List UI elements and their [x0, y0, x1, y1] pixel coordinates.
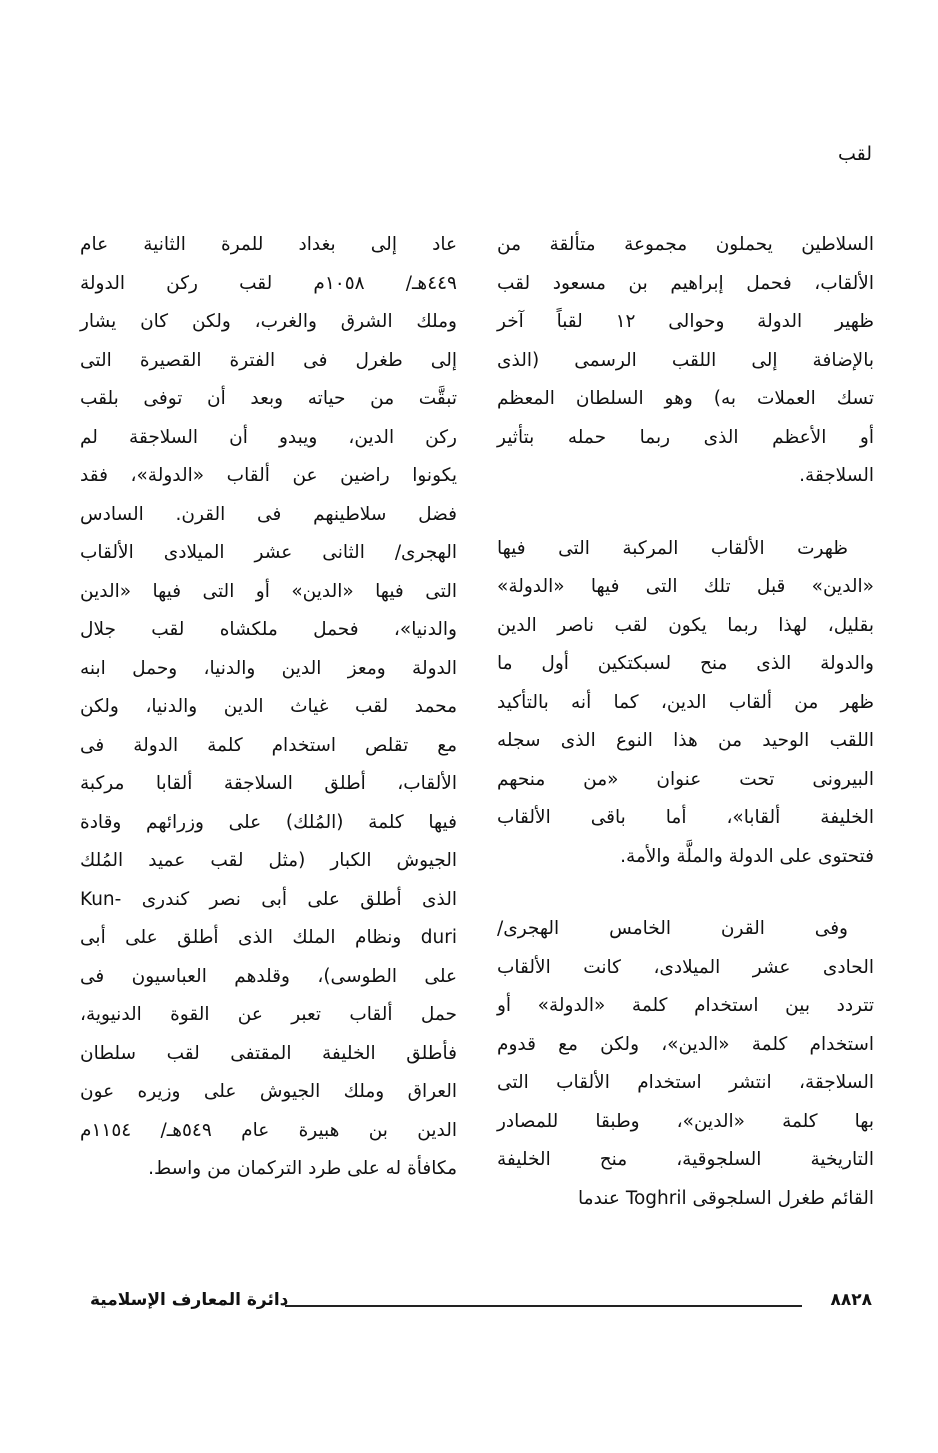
text-line: السلاجقة.: [799, 465, 874, 486]
text-line: الخليفة ألقابا»، أما باقى الألقاب: [497, 807, 874, 828]
right-column: [497, 226, 874, 1218]
text-line: الألقاب، فحمل إبراهيم بن مسعود لقب: [497, 272, 874, 294]
text-line: بقليل، لهذا ربما يكون لقب ناصر الدين: [497, 614, 874, 636]
text-line: حمل ألقاب تعبر عن القوة الدنيوية،: [80, 1004, 457, 1025]
text-line: تتردد بين استخدام كلمة «الدولة» أو: [497, 995, 874, 1016]
text-line: يكونوا راضين عن ألقاب «الدولة»، فقد: [80, 465, 457, 486]
text-line: السلاطين يحملون مجموعة متألقة من: [497, 234, 874, 255]
paragraph-gap: [497, 496, 874, 530]
text-line: duri ونظام الملك الذى أطلق على أبى: [80, 927, 457, 948]
text-line: إلى طغرل فى الفترة القصيرة التى: [80, 349, 457, 371]
text-line: الحادى عشر الميلادى، كانت الألقاب: [497, 956, 874, 978]
text-line: بها كلمة «الدين»، وطبقا للمصادر: [497, 1110, 874, 1132]
text-line: «الدين» قبل تلك التى فيها «الدولة»: [497, 576, 874, 597]
text-line: التى فيها «الدين» أو التى فيها «الدين: [80, 580, 457, 602]
text-line: فتحتوى على الدولة والملَّة والأمة.: [620, 845, 874, 867]
text-line: فضل سلاطينهم فى القرن. السادس: [80, 503, 457, 525]
text-line: تبقَّت من حياته وبعد أن توفى بلقب: [80, 388, 457, 409]
text-line: استخدام كلمة «الدين»، ولكن مع قدوم: [497, 1033, 874, 1055]
left-column: [80, 226, 457, 1189]
text-line: البيرونى تحت عنوان «من منحهم: [497, 768, 874, 790]
text-line: الذى أطلق على أبى نصر كندرى -Kun: [80, 888, 457, 910]
text-line: السلاجقة، انتشر استخدام الألقاب التى: [497, 1072, 874, 1093]
text-line: والدولة الذى منح لسبكتكين أول ما: [497, 653, 874, 674]
text-line: مع تقلص استخدام كلمة الدولة فى: [80, 734, 457, 756]
page-number: ٨٨٢٨: [830, 1290, 872, 1310]
text-line: ٤٤٩هـ/ ١٠٥٨م لقب ركن الدولة: [80, 272, 457, 294]
text-line: فأطلق الخليفة المقتفى لقب سلطان: [80, 1042, 457, 1064]
text-line: بالإضافة إلى اللقب الرسمى (الذى: [497, 349, 874, 371]
text-line: الجيوش الكبار (مثل لقب عميد المُلك: [80, 850, 457, 871]
publication-title: دائرة المعارف الإسلامية: [90, 1290, 289, 1310]
text-line: ظهر من ألقاب الدين، كما أنه بالتأكيد: [497, 691, 874, 713]
text-line: والدنيا»، فحمل ملكشاه لقب جلال: [80, 619, 457, 640]
text-line: تسك العملات به) وهو السلطان المعظم: [497, 388, 874, 409]
text-line: العراق وملك الجيوش على وزيره عون: [80, 1081, 457, 1102]
text-line: ظهير الدولة وحوالى ١٢ لقباً آخر: [497, 311, 874, 332]
text-line: القائم طغرل السلجوقى Toghril عندما: [578, 1187, 874, 1209]
paragraph-gap: [497, 876, 874, 910]
text-line: أو الأعظم الذى ربما حمله بتأثير: [497, 426, 874, 448]
text-line: الدين بن هبيرة عام ٥٤٩هـ/ ١١٥٤م: [80, 1119, 457, 1141]
text-line: على الطوسى)، وقلدهم العباسيون فى: [80, 965, 457, 987]
text-line: عاد إلى بغداد للمرة الثانية عام: [80, 234, 457, 255]
page-footer: [80, 1290, 872, 1320]
text-line: الألقاب، أطلق السلاجقة ألقابا مركبة: [80, 773, 457, 794]
text-line: مكافأة له على طرد التركمان من واسط.: [148, 1158, 457, 1179]
text-line: ظهرت الألقاب المركبة التى فيها: [497, 537, 848, 559]
text-line: وملك الشرق والغرب، ولكن كان يشار: [80, 311, 457, 332]
footer-rule: [285, 1305, 802, 1307]
text-line: الدولة ومعز الدين والدنيا، وحمل ابنه: [80, 657, 457, 679]
text-line: ركن الدين، ويبدو أن السلاجقة لم: [80, 426, 457, 448]
text-line: اللقب الوحيد من هذا النوع الذى سجله: [497, 730, 874, 751]
running-title: لقب: [837, 143, 872, 165]
text-line: الهجرى/ الثانى عشر الميلادى الألقاب: [80, 542, 457, 563]
text-line: التاريخية السلجوقية، منح الخليفة: [497, 1149, 874, 1170]
text-line: وفى القرن الخامس الهجرى/: [497, 918, 848, 939]
text-line: فيها كلمة (المُلك) على وزرائهم وقادة: [80, 811, 457, 833]
text-line: محمد لقب غياث الدين والدنيا، ولكن: [80, 696, 457, 717]
